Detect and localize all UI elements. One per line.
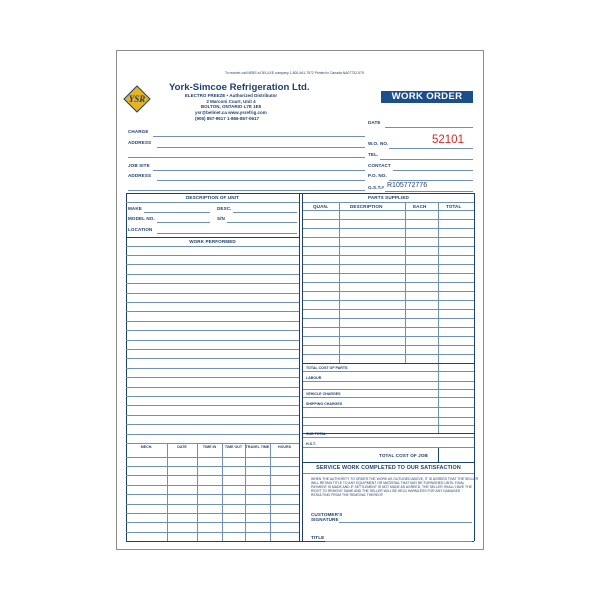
total-label: H.S.T.	[306, 442, 316, 446]
time-line	[126, 522, 299, 523]
work-line	[126, 283, 299, 284]
time-line	[126, 457, 299, 458]
company-name: York-Simcoe Refrigeration Ltd.	[169, 82, 310, 93]
total-label: SHIPPING CHARGES	[306, 402, 343, 406]
parts-line	[303, 300, 474, 301]
parts-line	[303, 219, 474, 220]
work-line	[126, 424, 299, 425]
work-line	[126, 368, 299, 369]
total-line	[303, 425, 474, 426]
parts-col-each: EACH	[413, 204, 427, 209]
parts-line	[303, 246, 474, 247]
company-contact	[195, 110, 295, 121]
total-line	[303, 371, 474, 372]
time-col-header: TIME IN	[202, 445, 217, 449]
work-line	[126, 255, 299, 256]
charge-label: CHARGE	[128, 129, 149, 134]
time-line	[126, 513, 299, 514]
work-order-form	[116, 50, 484, 550]
work-line	[126, 311, 299, 312]
total-line	[303, 447, 474, 448]
work-line	[126, 293, 299, 294]
parts-line	[303, 336, 474, 337]
sn-label: S/N	[217, 216, 225, 221]
work-line	[126, 434, 299, 435]
description-of-unit-header: DESCRIPTION OF UNIT	[186, 195, 239, 200]
total-label: SUB TOTAL	[306, 432, 327, 436]
parts-line	[303, 273, 474, 274]
time-line	[126, 466, 299, 467]
logo-text: YSR	[128, 94, 146, 104]
time-col-header: TIME OUT	[224, 445, 243, 449]
time-col-header: DATE	[177, 445, 187, 449]
time-line	[126, 532, 299, 533]
tel-label: TEL.	[368, 152, 379, 157]
work-line	[126, 274, 299, 275]
terms-line: RESULTING FROM THE REMOVAL THEREOF.	[311, 493, 384, 497]
desc-label: DESC.	[217, 206, 232, 211]
title-label: TITLE	[311, 535, 325, 540]
terms-line: WHEN THE AUTHORITY TO ORDER THE WORK AS OUTLINED ABOVE, IT IS AGREED THAT THE SELLER	[311, 477, 479, 481]
terms-line: WILL RETAIN TITLE TO ANY EQUIPMENT OR MATERIAL THAT MAY BE FURNISHED UNTIL FINAL	[311, 481, 465, 485]
total-label: VEHICLE CHARGES	[306, 392, 341, 396]
parts-line	[303, 309, 474, 310]
work-line	[126, 349, 299, 350]
parts-line	[303, 327, 474, 328]
company-logo	[123, 85, 151, 113]
satisfaction-header: SERVICE WORK COMPLETED TO OUR SATISFACTION	[316, 465, 461, 471]
date-label: DATE	[368, 120, 381, 125]
total-label: TOTAL COST OF PARTS	[306, 366, 348, 370]
time-line	[126, 494, 299, 495]
terms-line: PAYMENT IS MADE AND IF SETTLEMENT IS NOT MADE AS AGREED, THE SELLER SHALL HAVE THE	[311, 485, 472, 489]
parts-supplied-header: PARTS SUPPLIED	[368, 195, 409, 200]
work-line	[126, 396, 299, 397]
total-label: LABOUR	[306, 376, 322, 380]
work-line	[126, 330, 299, 331]
job-address-label: ADDRESS	[128, 173, 152, 178]
company-line-5: (905) 857-9617 1-866-857-0617	[195, 115, 260, 121]
work-line	[126, 377, 299, 378]
make-label: MAKE	[128, 206, 142, 211]
total-line	[303, 381, 474, 382]
company-line-1: ELECTRO FREEZE • Authorized Distributor	[184, 93, 278, 98]
time-line	[126, 485, 299, 486]
parts-line	[303, 255, 474, 256]
parts-col-quan: QUAN.	[313, 204, 329, 209]
location-label: LOCATION	[128, 227, 153, 232]
work-line	[126, 415, 299, 416]
total-line	[303, 397, 474, 398]
work-line	[126, 340, 299, 341]
contact-label: CONTACT	[368, 163, 391, 168]
address-label: ADDRESS	[128, 140, 152, 145]
terms-line: RIGHT TO REMOVE SAME AND THE SELLER WILL BE HELD HARMLESS FOR ANY DAMAGES	[311, 489, 461, 493]
work-line	[126, 387, 299, 388]
company-line-2: 2 Marconi Court, Unit 4	[206, 98, 256, 104]
total-line	[303, 407, 474, 408]
work-line	[126, 321, 299, 322]
parts-line	[303, 345, 474, 346]
customer-signature-label: CUSTOMER'S SIGNATURE	[311, 512, 343, 523]
total-line	[303, 437, 474, 438]
wo-no-label: W.O. NO.	[368, 141, 389, 146]
parts-col-total: TOTAL	[446, 204, 462, 209]
work-line	[126, 358, 299, 359]
total-cost-of-job-label: TOTAL COST OF JOB	[379, 453, 428, 458]
model-label: MODEL NO.	[128, 216, 155, 221]
parts-line	[303, 282, 474, 283]
parts-line	[303, 228, 474, 229]
time-line	[126, 504, 299, 505]
parts-line	[303, 318, 474, 319]
company-line-3: BOLTON, ONTARIO L7E 1E5	[200, 104, 262, 110]
total-line	[303, 417, 474, 418]
parts-line	[303, 291, 474, 292]
total-line	[303, 389, 474, 390]
po-no-label: P.O. NO.	[368, 173, 387, 178]
time-line	[126, 475, 299, 476]
gst-label: G.S.T.#	[368, 185, 385, 190]
time-col-header: HOURS	[278, 445, 291, 449]
work-performed-header: WORK PERFORMED	[189, 239, 236, 244]
job-site-label: JOB SITE	[128, 163, 150, 168]
work-line	[126, 443, 299, 444]
work-line	[126, 264, 299, 265]
wo-number: 52101	[432, 134, 464, 146]
gst-number: R105772776	[387, 182, 428, 189]
work-line	[126, 302, 299, 303]
company-line-4: ysr@belinet.ca www.ysrefrig.com	[195, 110, 267, 115]
time-col-header: MECH.	[140, 445, 153, 449]
company-details	[169, 93, 293, 110]
parts-col-description: DESCRIPTION	[350, 204, 383, 209]
parts-line	[303, 264, 474, 265]
parts-line	[303, 237, 474, 238]
work-order-title: WORK ORDER	[381, 91, 473, 103]
work-line	[126, 405, 299, 406]
reorder-notice: To reorder call NEBS a DELUXE company 1-800-461-7572 Printed in Canada NA07732-575	[225, 71, 364, 75]
time-col-header: TRAVEL TIME	[245, 445, 270, 449]
parts-line	[303, 354, 474, 355]
terms-text	[311, 477, 478, 497]
